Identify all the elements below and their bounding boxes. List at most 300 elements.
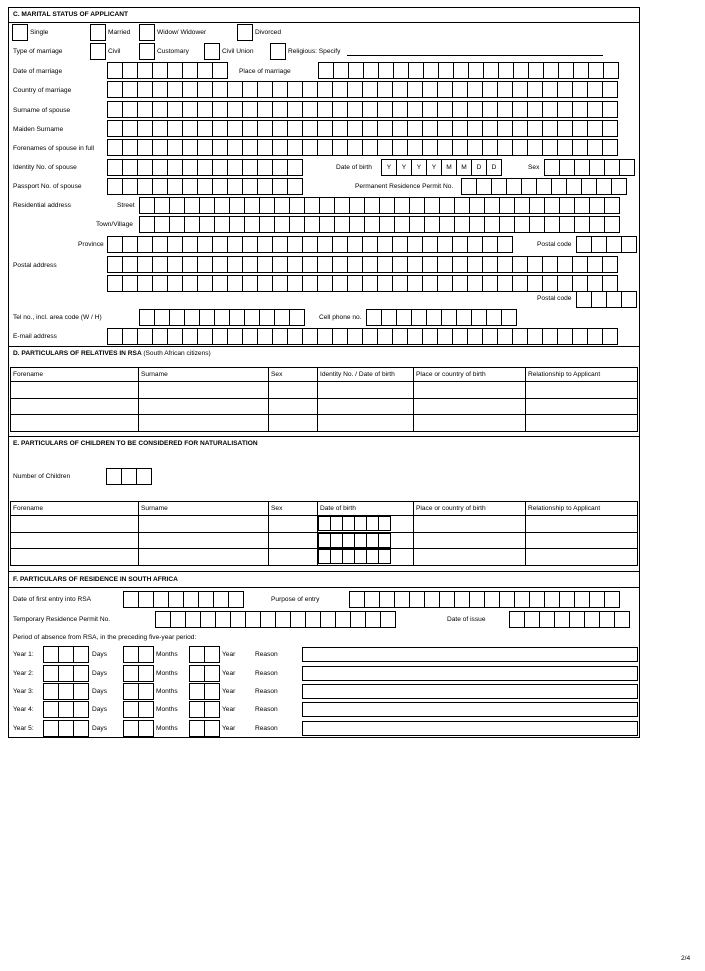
email-cells-cell[interactable] [167, 328, 183, 345]
town-cells-cell[interactable] [184, 216, 200, 233]
passport-no-cells-cell[interactable] [167, 178, 183, 195]
postal-address-line1-cells-cell[interactable] [377, 256, 393, 273]
email-cells-cell[interactable] [482, 328, 498, 345]
postal-address-line1-cells-cell[interactable] [227, 256, 243, 273]
postal-address-line1-cells-cell[interactable] [152, 256, 168, 273]
postal-address-line2-cells-cell[interactable] [572, 275, 588, 292]
town-cells-cell[interactable] [379, 216, 395, 233]
email-cells-cell[interactable] [242, 328, 258, 345]
place-of-marriage-cells-cell[interactable] [333, 62, 349, 79]
maiden-surname-cells-cell[interactable] [287, 120, 303, 137]
country-of-marriage-cells-cell[interactable] [362, 81, 378, 98]
street-cells-cell[interactable] [514, 197, 530, 214]
postal-address-line2-cells-cell[interactable] [302, 275, 318, 292]
surname-of-spouse-cells-cell[interactable] [332, 101, 348, 118]
postal-address-line2-cells-cell[interactable] [512, 275, 528, 292]
street-cells-cell[interactable] [379, 197, 395, 214]
country-of-marriage-cells-cell[interactable] [182, 81, 198, 98]
street-cells-cell[interactable] [154, 197, 170, 214]
country-of-marriage-cells-cell[interactable] [392, 81, 408, 98]
passport-no-cells-cell[interactable] [287, 178, 303, 195]
street-cells-cell[interactable] [544, 197, 560, 214]
prp-cells[interactable] [461, 178, 627, 195]
postal-address-line2-cells-cell[interactable] [437, 275, 453, 292]
email-cells-cell[interactable] [122, 328, 138, 345]
town-cells-cell[interactable] [364, 216, 380, 233]
forenames-of-spouse-cells-cell[interactable] [437, 139, 453, 156]
country-of-marriage-cells-cell[interactable] [512, 81, 528, 98]
maiden-surname-cells-cell[interactable] [437, 120, 453, 137]
absence-year-3-year-cells-cell[interactable] [204, 683, 220, 700]
table-cell[interactable] [11, 382, 139, 399]
forenames-of-spouse-cells-cell[interactable] [227, 139, 243, 156]
email-cells-cell[interactable] [317, 328, 333, 345]
province-cells-cell[interactable] [242, 236, 258, 253]
surname-of-spouse-cells-cell[interactable] [512, 101, 528, 118]
purpose-of-entry-cells-cell[interactable] [364, 591, 380, 608]
purpose-of-entry-cells-cell[interactable] [514, 591, 530, 608]
trp-cells-cell[interactable] [170, 611, 186, 628]
place-of-marriage-cells-cell[interactable] [348, 62, 364, 79]
cell-phone-cells-cell[interactable] [411, 309, 427, 326]
forenames-of-spouse-cells-cell[interactable] [212, 139, 228, 156]
province-cells-cell[interactable] [152, 236, 168, 253]
country-of-marriage-cells-cell[interactable] [287, 81, 303, 98]
absence-year-2-year-cells-cell[interactable] [189, 665, 205, 682]
town-cells-cell[interactable] [409, 216, 425, 233]
email-cells[interactable] [107, 328, 618, 345]
place-of-marriage-cells-cell[interactable] [453, 62, 469, 79]
street-cells-cell[interactable] [229, 197, 245, 214]
spouse-sex-cells-cell[interactable] [619, 159, 635, 176]
child-dob-cells[interactable] [318, 533, 413, 548]
town-cells-cell[interactable] [349, 216, 365, 233]
province-cells-cell[interactable] [197, 236, 213, 253]
surname-of-spouse-cells-cell[interactable] [242, 101, 258, 118]
surname-of-spouse-cells-cell[interactable] [227, 101, 243, 118]
email-cells-cell[interactable] [257, 328, 273, 345]
spouse-dob-cells-cell[interactable]: D [471, 159, 487, 176]
date-of-issue-cells-cell[interactable] [569, 611, 585, 628]
trp-cells-cell[interactable] [290, 611, 306, 628]
table-cell[interactable] [414, 382, 526, 399]
date-of-issue-cells[interactable] [509, 611, 630, 628]
table-cell[interactable] [526, 549, 638, 566]
email-cells-cell[interactable] [392, 328, 408, 345]
purpose-of-entry-cells-cell[interactable] [499, 591, 515, 608]
first-entry-date-cells-cell[interactable] [183, 591, 199, 608]
postal-address-line2-cells-cell[interactable] [377, 275, 393, 292]
purpose-of-entry-cells-cell[interactable] [604, 591, 620, 608]
purpose-of-entry-cells-cell[interactable] [454, 591, 470, 608]
postal-address-line1-cells-cell[interactable] [512, 256, 528, 273]
place-of-marriage-cells-cell[interactable] [378, 62, 394, 79]
status-single-checkbox[interactable] [12, 24, 28, 41]
identity-no-cells-cell[interactable] [212, 159, 228, 176]
date-of-issue-cells-cell[interactable] [539, 611, 555, 628]
identity-no-cells-cell[interactable] [242, 159, 258, 176]
maiden-surname-cells-cell[interactable] [317, 120, 333, 137]
postal-address-line1-cells[interactable] [107, 256, 618, 273]
spouse-sex-cells-cell[interactable] [589, 159, 605, 176]
postal-code-cells-cell[interactable] [606, 291, 622, 308]
spouse-dob-cells-cell[interactable]: D [486, 159, 502, 176]
identity-no-cells-cell[interactable] [107, 159, 123, 176]
country-of-marriage-cells-cell[interactable] [137, 81, 153, 98]
town-cells-cell[interactable] [199, 216, 215, 233]
first-entry-date-cells-cell[interactable] [168, 591, 184, 608]
spouse-dob-cells-cell[interactable]: Y [381, 159, 397, 176]
purpose-of-entry-cells-cell[interactable] [469, 591, 485, 608]
surname-of-spouse-cells-cell[interactable] [287, 101, 303, 118]
forenames-of-spouse-cells-cell[interactable] [602, 139, 618, 156]
town-cells-cell[interactable] [499, 216, 515, 233]
table-cell[interactable] [269, 516, 318, 533]
postal-address-line1-cells-cell[interactable] [272, 256, 288, 273]
tel-no-cells-cell[interactable] [274, 309, 290, 326]
tel-no-cells-cell[interactable] [184, 309, 200, 326]
country-of-marriage-cells-cell[interactable] [377, 81, 393, 98]
postal-address-line1-cells-cell[interactable] [422, 256, 438, 273]
prp-cells-cell[interactable] [506, 178, 522, 195]
maiden-surname-cells-cell[interactable] [197, 120, 213, 137]
prp-cells-cell[interactable] [581, 178, 597, 195]
purpose-of-entry-cells-cell[interactable] [529, 591, 545, 608]
absence-year-1-year-cells-cell[interactable] [204, 646, 220, 663]
postal-address-line2-cells-cell[interactable] [452, 275, 468, 292]
postal-address-line1-cells-cell[interactable] [287, 256, 303, 273]
country-of-marriage-cells-cell[interactable] [332, 81, 348, 98]
forenames-of-spouse-cells-cell[interactable] [542, 139, 558, 156]
table-cell[interactable] [526, 516, 638, 533]
street-cells-cell[interactable] [364, 197, 380, 214]
forenames-of-spouse-cells-cell[interactable] [122, 139, 138, 156]
surname-of-spouse-cells-cell[interactable] [422, 101, 438, 118]
email-cells-cell[interactable] [497, 328, 513, 345]
maiden-surname-cells-cell[interactable] [512, 120, 528, 137]
maiden-surname-cells-cell[interactable] [242, 120, 258, 137]
maiden-surname-cells-cell[interactable] [422, 120, 438, 137]
table-cell[interactable] [414, 532, 526, 549]
email-cells-cell[interactable] [512, 328, 528, 345]
trp-cells-cell[interactable] [260, 611, 276, 628]
province-cells-cell[interactable] [407, 236, 423, 253]
passport-no-cells-cell[interactable] [212, 178, 228, 195]
email-cells-cell[interactable] [137, 328, 153, 345]
identity-no-cells-cell[interactable] [182, 159, 198, 176]
cell-phone-cells-cell[interactable] [396, 309, 412, 326]
place-of-marriage-cells-cell[interactable] [408, 62, 424, 79]
town-cells-cell[interactable] [394, 216, 410, 233]
trp-cells-cell[interactable] [215, 611, 231, 628]
status-divorced-checkbox[interactable] [237, 24, 253, 41]
surname-of-spouse-cells-cell[interactable] [557, 101, 573, 118]
forenames-of-spouse-cells-cell[interactable] [407, 139, 423, 156]
table-cell[interactable] [11, 532, 139, 549]
spouse-sex-cells-cell[interactable] [544, 159, 560, 176]
postal-address-line2-cells-cell[interactable] [362, 275, 378, 292]
email-cells-cell[interactable] [422, 328, 438, 345]
surname-of-spouse-cells-cell[interactable] [587, 101, 603, 118]
passport-no-cells-cell[interactable] [242, 178, 258, 195]
absence-year-5-months-cells-cell[interactable] [138, 720, 154, 737]
absence-year-4-year-cells-cell[interactable] [204, 701, 220, 718]
street-cells-cell[interactable] [244, 197, 260, 214]
date-of-marriage-cells-cell[interactable] [137, 62, 153, 79]
place-of-marriage-cells-cell[interactable] [318, 62, 334, 79]
table-cell[interactable] [526, 398, 638, 415]
purpose-of-entry-cells[interactable] [349, 591, 620, 608]
street-cells-cell[interactable] [409, 197, 425, 214]
postal-address-line1-cells-cell[interactable] [347, 256, 363, 273]
street-cells-cell[interactable] [439, 197, 455, 214]
country-of-marriage-cells-cell[interactable] [422, 81, 438, 98]
town-cells-cell[interactable] [544, 216, 560, 233]
postal-address-line2-cells-cell[interactable] [392, 275, 408, 292]
maiden-surname-cells-cell[interactable] [542, 120, 558, 137]
country-of-marriage-cells-cell[interactable] [167, 81, 183, 98]
forenames-of-spouse-cells-cell[interactable] [452, 139, 468, 156]
street-cells-cell[interactable] [349, 197, 365, 214]
country-of-marriage-cells-cell[interactable] [497, 81, 513, 98]
postal-address-line2-cells-cell[interactable] [542, 275, 558, 292]
forenames-of-spouse-cells-cell[interactable] [557, 139, 573, 156]
passport-no-cells-cell[interactable] [197, 178, 213, 195]
surname-of-spouse-cells-cell[interactable] [182, 101, 198, 118]
purpose-of-entry-cells-cell[interactable] [394, 591, 410, 608]
province-cells-cell[interactable] [212, 236, 228, 253]
province-cells-cell[interactable] [377, 236, 393, 253]
identity-no-cells-cell[interactable] [122, 159, 138, 176]
email-cells-cell[interactable] [452, 328, 468, 345]
maiden-surname-cells-cell[interactable] [452, 120, 468, 137]
spouse-dob-cells-cell[interactable]: Y [411, 159, 427, 176]
forenames-of-spouse-cells-cell[interactable] [302, 139, 318, 156]
passport-no-cells-cell[interactable] [257, 178, 273, 195]
surname-of-spouse-cells-cell[interactable] [347, 101, 363, 118]
street-cells-cell[interactable] [259, 197, 275, 214]
street-cells-cell[interactable] [169, 197, 185, 214]
country-of-marriage-cells-cell[interactable] [107, 81, 123, 98]
forenames-of-spouse-cells-cell[interactable] [482, 139, 498, 156]
tel-no-cells-cell[interactable] [169, 309, 185, 326]
postal-address-line1-cells-cell[interactable] [212, 256, 228, 273]
place-of-marriage-cells-cell[interactable] [438, 62, 454, 79]
surname-of-spouse-cells-cell[interactable] [542, 101, 558, 118]
forenames-of-spouse-cells-cell[interactable] [167, 139, 183, 156]
postal-address-line2-cells-cell[interactable] [602, 275, 618, 292]
maiden-surname-cells-cell[interactable] [152, 120, 168, 137]
province-cells-cell[interactable] [122, 236, 138, 253]
surname-of-spouse-cells-cell[interactable] [572, 101, 588, 118]
absence-year-5-days-cells-cell[interactable] [58, 720, 74, 737]
table-cell[interactable] [269, 415, 318, 432]
town-cells-cell[interactable] [304, 216, 320, 233]
postal-code-cells-cell[interactable] [591, 291, 607, 308]
absence-year-4-days-cells-cell[interactable] [73, 701, 89, 718]
town-cells-cell[interactable] [529, 216, 545, 233]
forenames-of-spouse-cells-cell[interactable] [242, 139, 258, 156]
trp-cells-cell[interactable] [365, 611, 381, 628]
place-of-marriage-cells-cell[interactable] [393, 62, 409, 79]
forenames-of-spouse-cells-cell[interactable] [512, 139, 528, 156]
email-cells-cell[interactable] [212, 328, 228, 345]
absence-year-4-year-cells-cell[interactable] [189, 701, 205, 718]
cell-phone-cells-cell[interactable] [486, 309, 502, 326]
passport-no-cells-cell[interactable] [182, 178, 198, 195]
maiden-surname-cells-cell[interactable] [407, 120, 423, 137]
trp-cells-cell[interactable] [320, 611, 336, 628]
passport-no-cells-cell[interactable] [227, 178, 243, 195]
surname-of-spouse-cells-cell[interactable] [362, 101, 378, 118]
identity-no-cells-cell[interactable] [272, 159, 288, 176]
postal-address-line2-cells-cell[interactable] [197, 275, 213, 292]
maiden-surname-cells-cell[interactable] [557, 120, 573, 137]
forenames-of-spouse-cells-cell[interactable] [497, 139, 513, 156]
forenames-of-spouse-cells-cell[interactable] [182, 139, 198, 156]
forenames-of-spouse-cells[interactable] [107, 139, 618, 156]
passport-no-cells-cell[interactable] [272, 178, 288, 195]
province-cells-cell[interactable] [392, 236, 408, 253]
province-cells-cell[interactable] [107, 236, 123, 253]
postal-address-line2-cells-cell[interactable] [407, 275, 423, 292]
country-of-marriage-cells-cell[interactable] [437, 81, 453, 98]
surname-of-spouse-cells-cell[interactable] [212, 101, 228, 118]
absence-year-3-days-cells-cell[interactable] [43, 683, 59, 700]
postal-address-line2-cells-cell[interactable] [182, 275, 198, 292]
street-cells-cell[interactable] [139, 197, 155, 214]
email-cells-cell[interactable] [272, 328, 288, 345]
town-cells-cell[interactable] [574, 216, 590, 233]
forenames-of-spouse-cells-cell[interactable] [332, 139, 348, 156]
surname-of-spouse-cells-cell[interactable] [407, 101, 423, 118]
postal-address-line1-cells-cell[interactable] [137, 256, 153, 273]
forenames-of-spouse-cells-cell[interactable] [317, 139, 333, 156]
trp-cells-cell[interactable] [380, 611, 396, 628]
marriage-type-civil-checkbox[interactable] [90, 43, 106, 60]
table-cell[interactable] [318, 516, 414, 533]
town-cells-cell[interactable] [559, 216, 575, 233]
prp-cells-cell[interactable] [476, 178, 492, 195]
place-of-marriage-cells-cell[interactable] [528, 62, 544, 79]
absence-year-3-days-cells[interactable] [43, 683, 89, 700]
identity-no-cells-cell[interactable] [167, 159, 183, 176]
place-of-marriage-cells-cell[interactable] [573, 62, 589, 79]
country-of-marriage-cells-cell[interactable] [347, 81, 363, 98]
absence-year-1-year-cells-cell[interactable] [189, 646, 205, 663]
surname-of-spouse-cells-cell[interactable] [107, 101, 123, 118]
street-cells-cell[interactable] [214, 197, 230, 214]
date-of-marriage-cells-cell[interactable] [152, 62, 168, 79]
absence-year-3-days-cells-cell[interactable] [58, 683, 74, 700]
postal-address-line2-cells-cell[interactable] [257, 275, 273, 292]
place-of-marriage-cells-cell[interactable] [483, 62, 499, 79]
street-cells-cell[interactable] [604, 197, 620, 214]
province-cells-cell[interactable] [302, 236, 318, 253]
town-cells-cell[interactable] [469, 216, 485, 233]
residential-postal-code-cells[interactable] [576, 236, 637, 253]
table-cell[interactable] [11, 516, 139, 533]
first-entry-date-cells-cell[interactable] [198, 591, 214, 608]
postal-address-line2-cells-cell[interactable] [467, 275, 483, 292]
absence-year-4-months-cells[interactable] [123, 701, 154, 718]
town-cells-cell[interactable] [259, 216, 275, 233]
residential-postal-code-cells-cell[interactable] [606, 236, 622, 253]
country-of-marriage-cells-cell[interactable] [317, 81, 333, 98]
email-cells-cell[interactable] [602, 328, 618, 345]
spouse-dob-cells-cell[interactable]: M [441, 159, 457, 176]
surname-of-spouse-cells-cell[interactable] [482, 101, 498, 118]
surname-of-spouse-cells-cell[interactable] [167, 101, 183, 118]
postal-code-cells-cell[interactable] [576, 291, 592, 308]
absence-year-2-months-cells-cell[interactable] [123, 665, 139, 682]
number-of-children-cells-cell[interactable] [106, 468, 122, 485]
country-of-marriage-cells-cell[interactable] [557, 81, 573, 98]
street-cells-cell[interactable] [529, 197, 545, 214]
absence-year-3-days-cells-cell[interactable] [73, 683, 89, 700]
forenames-of-spouse-cells-cell[interactable] [152, 139, 168, 156]
country-of-marriage-cells-cell[interactable] [407, 81, 423, 98]
province-cells-cell[interactable] [137, 236, 153, 253]
place-of-marriage-cells-cell[interactable] [603, 62, 619, 79]
province-cells-cell[interactable] [437, 236, 453, 253]
place-of-marriage-cells-cell[interactable] [423, 62, 439, 79]
forenames-of-spouse-cells-cell[interactable] [257, 139, 273, 156]
postal-address-line2-cells-cell[interactable] [152, 275, 168, 292]
province-cells-cell[interactable] [332, 236, 348, 253]
country-of-marriage-cells-cell[interactable] [542, 81, 558, 98]
postal-address-line1-cells-cell[interactable] [497, 256, 513, 273]
town-cells-cell[interactable] [514, 216, 530, 233]
residential-postal-code-cells-cell[interactable] [591, 236, 607, 253]
absence-year-5-year-cells-cell[interactable] [204, 720, 220, 737]
maiden-surname-cells-cell[interactable] [332, 120, 348, 137]
prp-cells-cell[interactable] [536, 178, 552, 195]
table-cell[interactable] [139, 415, 269, 432]
trp-cells-cell[interactable] [245, 611, 261, 628]
absence-year-2-year-cells-cell[interactable] [204, 665, 220, 682]
date-of-issue-cells-cell[interactable] [554, 611, 570, 628]
postal-address-line1-cells-cell[interactable] [527, 256, 543, 273]
table-cell[interactable] [526, 415, 638, 432]
surname-of-spouse-cells-cell[interactable] [602, 101, 618, 118]
identity-no-cells-cell[interactable] [152, 159, 168, 176]
email-cells-cell[interactable] [302, 328, 318, 345]
maiden-surname-cells-cell[interactable] [602, 120, 618, 137]
table-cell[interactable] [414, 398, 526, 415]
table-cell[interactable] [526, 532, 638, 549]
postal-address-line1-cells-cell[interactable] [122, 256, 138, 273]
trp-cells[interactable] [155, 611, 396, 628]
residential-postal-code-cells-cell[interactable] [621, 236, 637, 253]
purpose-of-entry-cells-cell[interactable] [409, 591, 425, 608]
postal-address-line1-cells-cell[interactable] [437, 256, 453, 273]
postal-address-line2-cells-cell[interactable] [557, 275, 573, 292]
identity-no-cells[interactable] [107, 159, 303, 176]
absence-year-1-year-cells[interactable] [189, 646, 220, 663]
surname-of-spouse-cells-cell[interactable] [122, 101, 138, 118]
town-cells-cell[interactable] [214, 216, 230, 233]
purpose-of-entry-cells-cell[interactable] [379, 591, 395, 608]
absence-year-2-days-cells-cell[interactable] [43, 665, 59, 682]
email-cells-cell[interactable] [107, 328, 123, 345]
email-cells-cell[interactable] [182, 328, 198, 345]
email-cells-cell[interactable] [332, 328, 348, 345]
prp-cells-cell[interactable] [566, 178, 582, 195]
postal-address-line1-cells-cell[interactable] [167, 256, 183, 273]
country-of-marriage-cells-cell[interactable] [602, 81, 618, 98]
country-of-marriage-cells-cell[interactable] [587, 81, 603, 98]
